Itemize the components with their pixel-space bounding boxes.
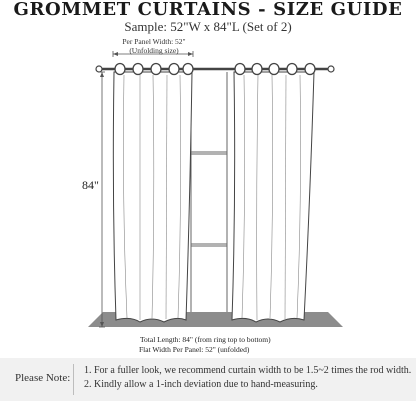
panel-width-subtext: (Unfolding size) [129, 46, 179, 55]
page-title: GROMMET CURTAINS - SIZE GUIDE [13, 0, 403, 20]
height-arrow [99, 72, 105, 327]
curtain-panel-right [232, 72, 314, 322]
flat-width-text: Flat Width Per Panel: 52" (unfolded) [139, 345, 250, 354]
panel-width-text: Per Panel Width: 52" [122, 37, 186, 46]
sample-size-subtitle: Sample: 52"W x 84"L (Set of 2) [124, 19, 292, 34]
note-box [0, 358, 416, 401]
rod-finial-left [96, 66, 102, 72]
rod-finial-right [328, 66, 334, 72]
note-line: 1. For a fuller look, we recommend curtain width to be 1.5~2 times the rod width. [84, 365, 412, 376]
note-divider [73, 364, 74, 395]
note-label: Please Note: [15, 372, 71, 384]
total-length-text: Total Length: 84" (from ring top to bottom) [140, 335, 271, 344]
height-label: 84" [82, 178, 99, 192]
note-line: 2. Kindly allow a 1-inch deviation due to hand-measuring. [84, 379, 318, 390]
panel-width-label [104, 37, 204, 55]
window-frame [191, 72, 227, 312]
curtain-panel-left [113, 72, 192, 322]
